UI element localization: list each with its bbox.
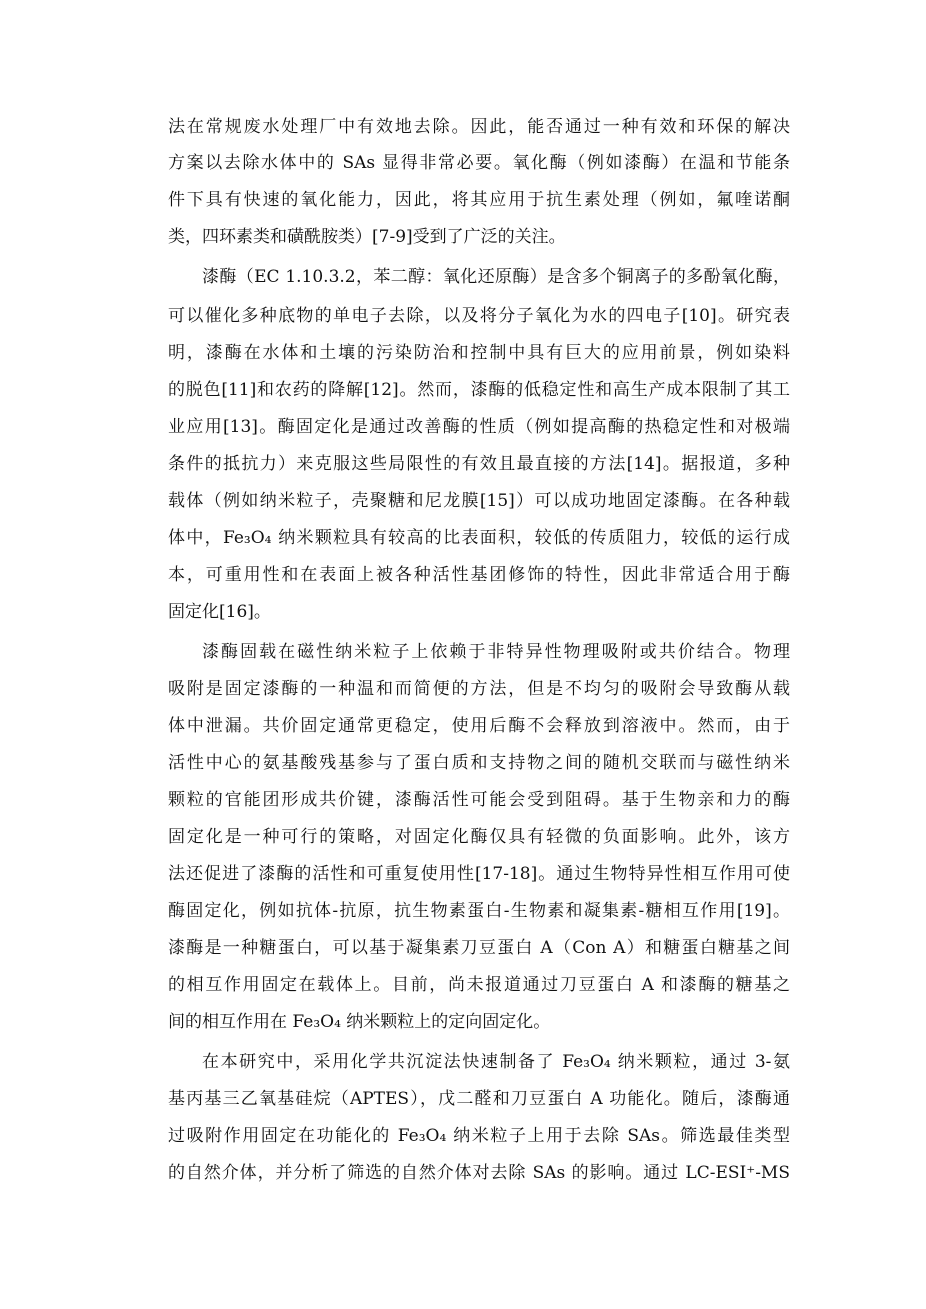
text-line: 颗粒的官能团形成共价键，漆酶活性可能会受到阻碍。基于生物亲和力的酶 [168,790,790,810]
text-line: 明，漆酶在水体和土壤的污染防治和控制中具有巨大的应用前景，例如染料 [168,343,790,363]
text-line: 件下具有快速的氧化能力，因此，将其应用于抗生素处理（例如，氟喹诺酮 [168,190,790,210]
text-line: 类，四环素类和磺酰胺类）[7-9]受到了广泛的关注。 [168,227,566,247]
text-line: 可以催化多种底物的单电子去除，以及将分子氧化为水的四电子[10]。研究表 [168,306,790,326]
text-line: 在本研究中，采用化学共沉淀法快速制备了 Fe₃O₄ 纳米颗粒，通过 3-氨 [202,1052,790,1072]
text-line: 吸附是固定漆酶的一种温和而简便的方法，但是不均匀的吸附会导致酶从载 [168,679,790,699]
text-line: 的自然介体，并分析了筛选的自然介体对去除 SAs 的影响。通过 LC-ESI⁺-MS [168,1163,790,1183]
text-line: 固定化是一种可行的策略，对固定化酶仅具有轻微的负面影响。此外，该方 [168,827,790,847]
text-line: 酶固定化，例如抗体-抗原，抗生物素蛋白-生物素和凝集素-糖相互作用[19]。 [168,901,790,921]
text-line: 漆酶是一种糖蛋白，可以基于凝集素刀豆蛋白 A（Con A）和糖蛋白糖基之间 [168,938,790,958]
text-line: 载体（例如纳米粒子，壳聚糖和尼龙膜[15]）可以成功地固定漆酶。在各种载 [168,491,790,511]
text-line: 体中，Fe₃O₄ 纳米颗粒具有较高的比表面积，较低的传质阻力，较低的运行成 [168,528,790,548]
text-line: 体中泄漏。共价固定通常更稳定，使用后酶不会释放到溶液中。然而，由于 [168,716,790,736]
text-line: 业应用[13]。酶固定化是通过改善酶的性质（例如提高酶的热稳定性和对极端 [168,417,790,437]
text-line: 的相互作用固定在载体上。目前，尚未报道通过刀豆蛋白 A 和漆酶的糖基之 [168,975,790,995]
text-line: 本，可重用性和在表面上被各种活性基团修饰的特性，因此非常适合用于酶 [168,565,790,585]
text-line: 方案以去除水体中的 SAs 显得非常必要。氧化酶（例如漆酶）在温和节能条 [168,153,790,173]
text-line: 条件的抵抗力）来克服这些局限性的有效且最直接的方法[14]。据报道，多种 [168,454,790,474]
text-line: 法在常规废水处理厂中有效地去除。因此，能否通过一种有效和环保的解决 [168,117,790,137]
text-line: 过吸附作用固定在功能化的 Fe₃O₄ 纳米粒子上用于去除 SAs。筛选最佳类型 [168,1126,790,1146]
text-line: 漆酶固载在磁性纳米粒子上依赖于非特异性物理吸附或共价结合。物理 [202,642,790,662]
text-line: 固定化[16]。 [168,602,271,622]
text-line: 的脱色[11]和农药的降解[12]。然而，漆酶的低稳定性和高生产成本限制了其工 [168,380,790,400]
text-line: 间的相互作用在 Fe₃O₄ 纳米颗粒上的定向固定化。 [168,1012,551,1032]
text-line: 法还促进了漆酶的活性和可重复使用性[17-18]。通过生物特异性相互作用可使 [168,864,790,884]
text-line: 漆酶（EC 1.10.3.2，苯二醇：氧化还原酶）是含多个铜离子的多酚氧化酶， [202,267,790,287]
text-line: 活性中心的氨基酸残基参与了蛋白质和支持物之间的随机交联而与磁性纳米 [168,753,790,773]
text-line: 基丙基三乙氧基硅烷（APTES），戊二醛和刀豆蛋白 A 功能化。随后，漆酶通 [168,1089,790,1109]
